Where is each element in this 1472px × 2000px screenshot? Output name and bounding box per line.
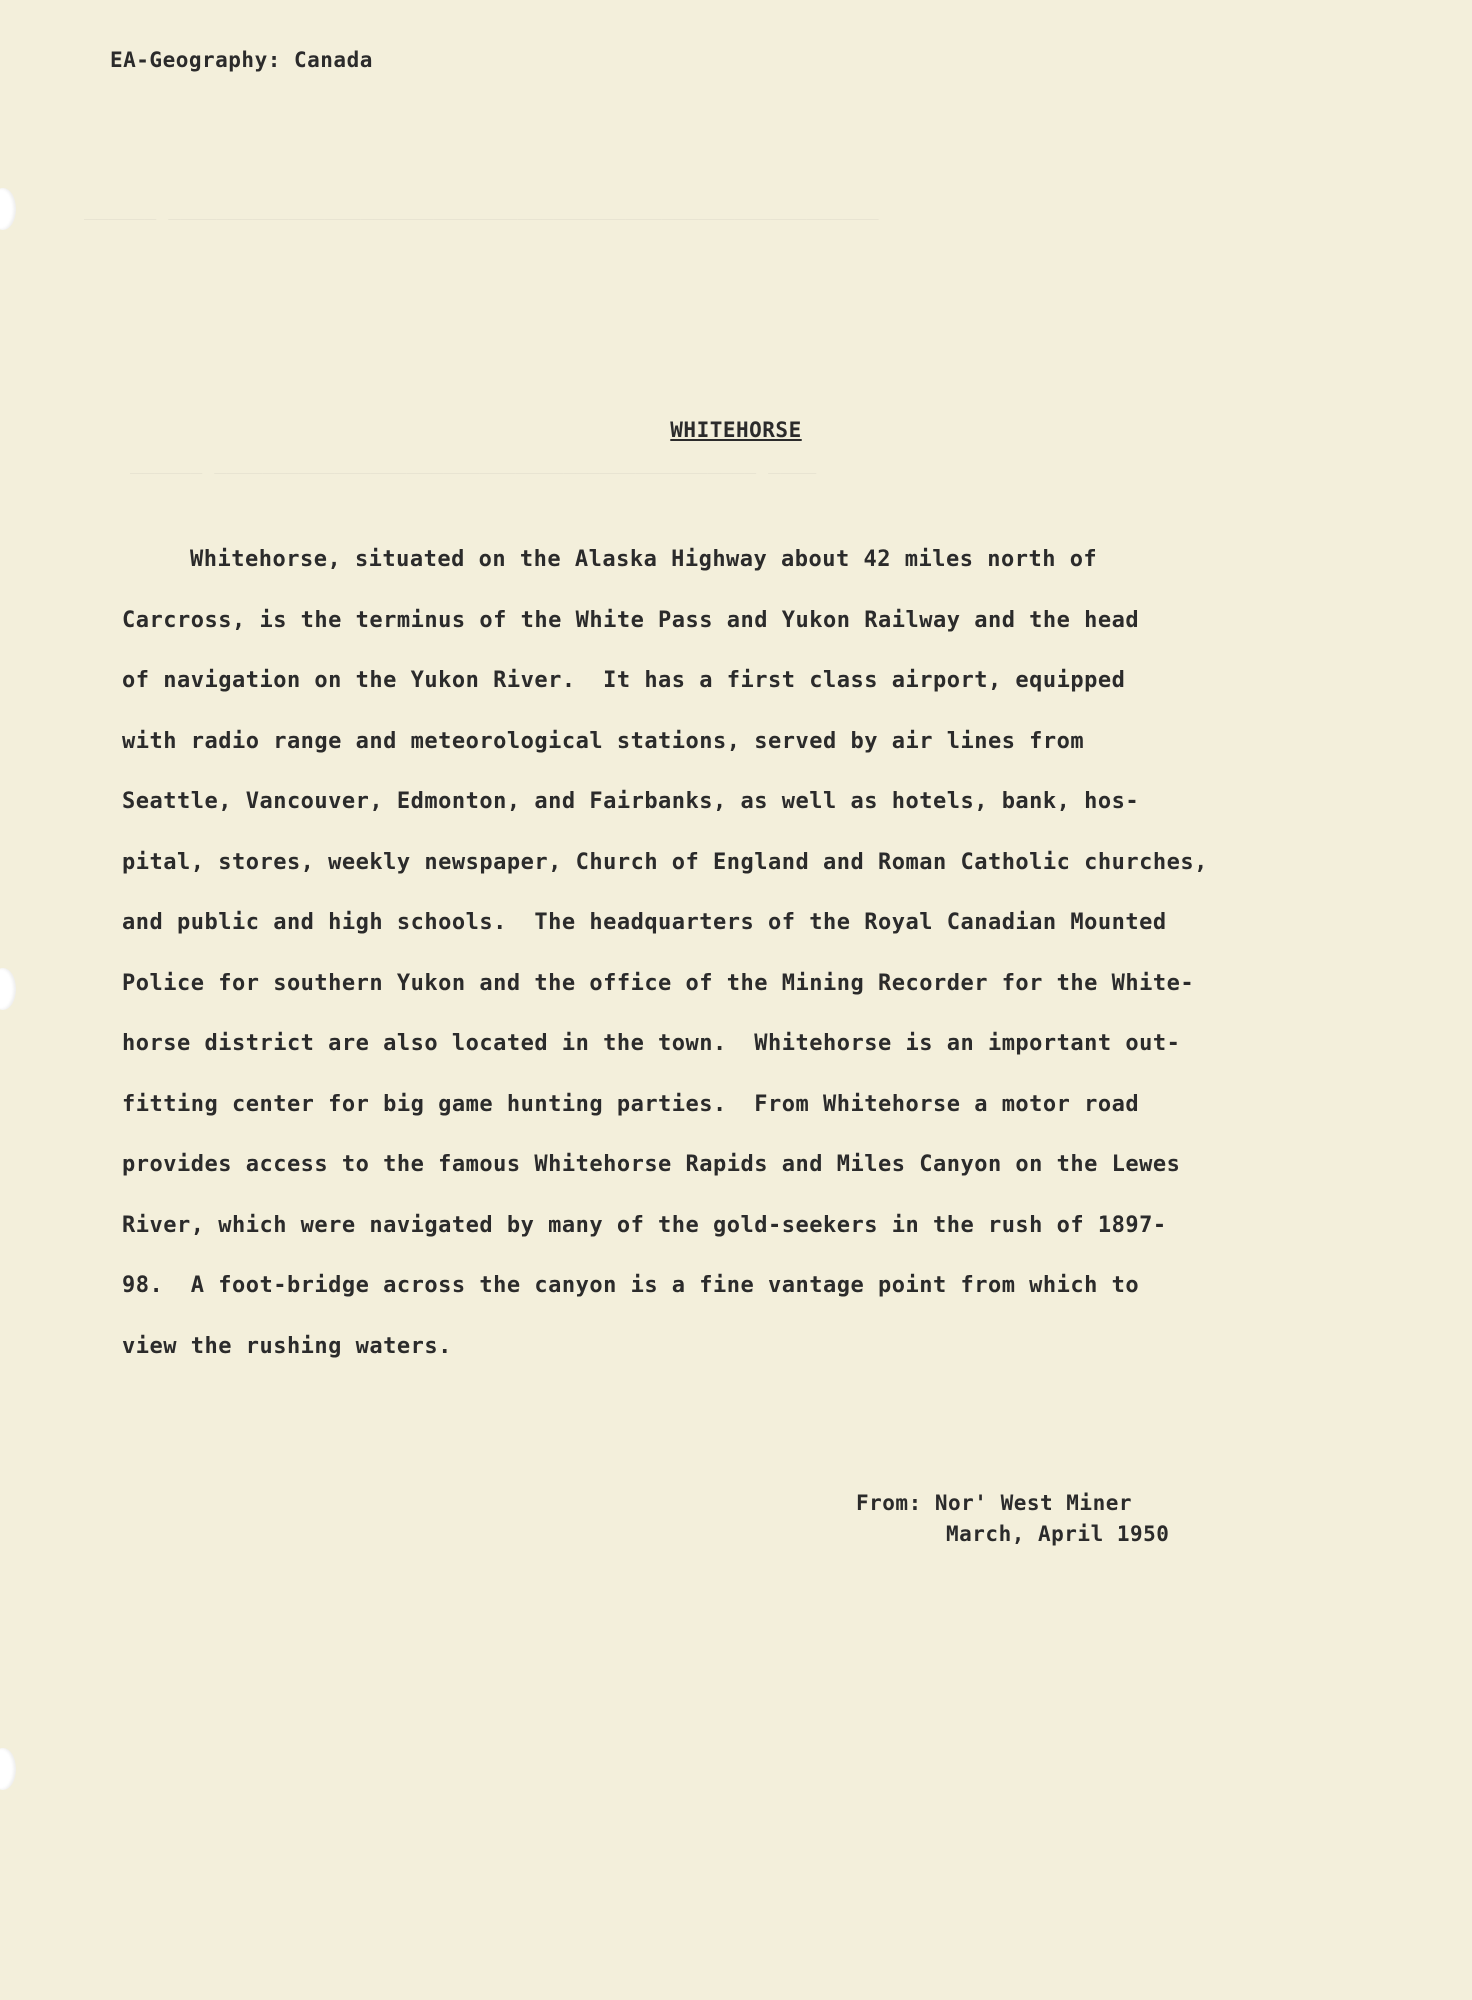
body-line: Carcross, is the terminus of the White Pass and Yukon Railway and the head: [122, 607, 1140, 633]
bleed-through-text: ______ _____________________________________________ ____: [130, 450, 817, 474]
body-line: Whitehorse, situated on the Alaska Highway about 42 miles north of: [190, 547, 1098, 572]
punch-hole: [0, 1748, 16, 1790]
document-title: WHITEHORSE: [670, 418, 802, 442]
body-line: pital, stores, weekly newspaper, Church of England and Roman Catholic churches,: [122, 849, 1208, 875]
body-paragraph: [122, 530, 1322, 1377]
bleed-through-text: ______ ___________________________________________________________: [84, 196, 879, 220]
body-line: provides access to the famous Whitehorse Rapids and Miles Canyon on the Lewes: [122, 1152, 1181, 1177]
body-line: Seattle, Vancouver, Edmonton, and Fairbanks, as well as hotels, bank, hos-: [122, 789, 1140, 814]
punch-hole: [0, 968, 16, 1010]
punch-hole: [0, 188, 16, 230]
source-date: March, April 1950: [946, 1522, 1170, 1546]
body-line: of navigation on the Yukon River. It has a first class airport, equipped: [122, 668, 1126, 693]
body-line: view the rushing waters.: [122, 1333, 452, 1359]
body-line: horse district are also located in the town. Whitehorse is an important out-: [122, 1031, 1181, 1056]
body-line: fitting center for big game hunting parties. From Whitehorse a motor road: [122, 1091, 1140, 1117]
body-line: River, which were navigated by many of the gold-seekers in the rush of 1897-: [122, 1212, 1167, 1238]
source-citation: [856, 1488, 1169, 1550]
body-line: 98. A foot-bridge across the canyon is a fine vantage point from which to: [122, 1273, 1140, 1298]
body-line: and public and high schools. The headquarters of the Royal Canadian Mounted: [122, 910, 1167, 935]
body-line: Police for southern Yukon and the office of the Mining Recorder for the White-: [122, 970, 1195, 996]
body-line: with radio range and meteorological stations, served by air lines from: [122, 728, 1085, 754]
source-publication: From: Nor' West Miner: [856, 1491, 1133, 1515]
subject-reference: EA-Geography: Canada: [110, 48, 373, 72]
